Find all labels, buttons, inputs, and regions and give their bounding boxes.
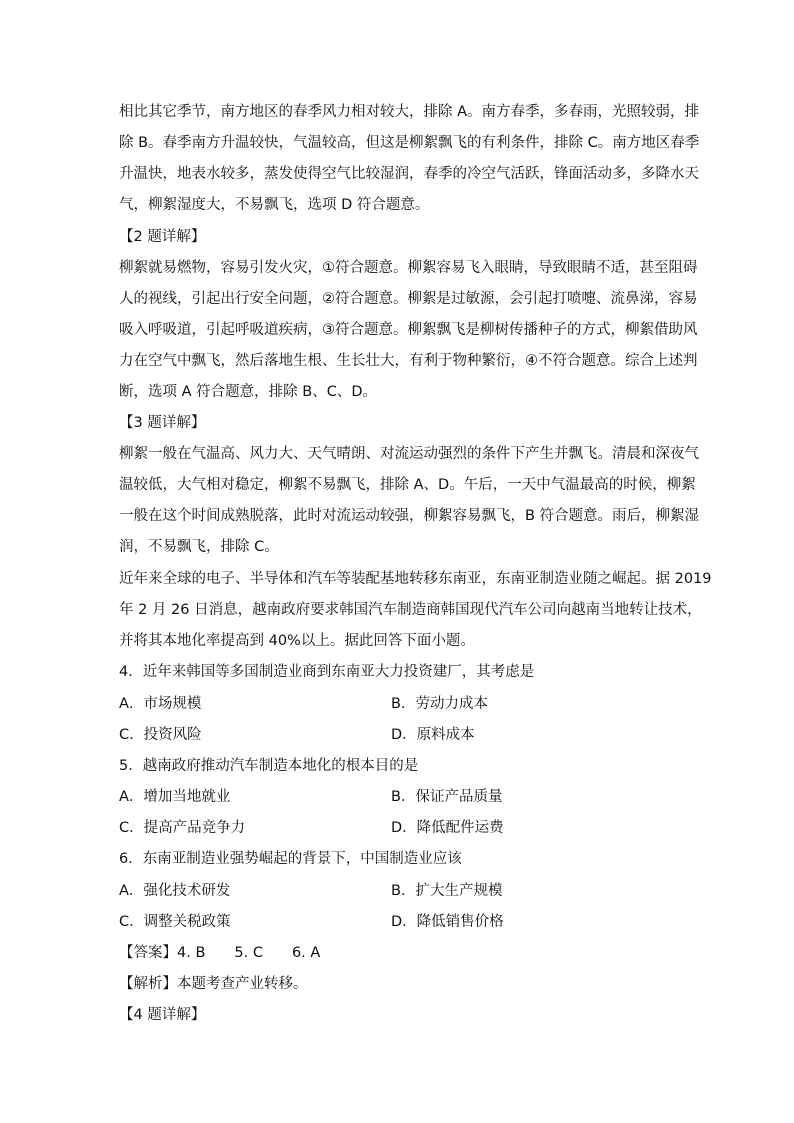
question-5-option-a: A．增加当地就业 [119,789,231,805]
paragraph-1-line-4: 气，柳絮湿度大，不易飘飞，选项 D 符合题意。 [119,197,430,213]
question-4-option-d: D．原料成本 [391,727,475,743]
analysis-line: 【解析】本题考查产业转移。 [119,976,308,992]
question-5-option-b: B．保证产品质量 [391,789,503,805]
paragraph-1-line-3: 升温快，地表水较多，蒸发使得空气比较湿润，春季的冷空气活跃，锋面活动多，多降水天 [119,166,699,182]
heading-question-3: 【3 题详解】 [119,415,206,431]
question-4-stem: 4．近年来韩国等多国制造业商到东南亚大力投资建厂，其考虑是 [119,664,535,680]
paragraph-3-line-4: 润，不易飘飞，排除 C。 [119,539,279,555]
paragraph-2-line-2: 人的视线，引起出行安全问题，②符合题意。柳絮是过敏源，会引起打喷嚏、流鼻涕，容易 [119,291,698,307]
question-4-option-b: B．劳动力成本 [391,696,488,712]
paragraph-1-line-2: 除 B。春季南方升温较快，气温较高，但这是柳絮飘飞的有利条件，排除 C。南方地区春季 [119,135,700,151]
answer-line: 【答案】4. B 5. C 6. A [119,945,321,961]
question-5-option-d: D．降低配件运费 [391,820,504,836]
question-6-option-d: D．降低销售价格 [391,914,504,930]
paragraph-1-line-1: 相比其它季节，南方地区的春季风力相对较大，排除 A。南方春季，多春雨，光照较弱，排 [119,104,700,120]
paragraph-2-line-3: 吸入呼吸道，引起呼吸道疾病，③符合题意。柳絮飘飞是柳树传播种子的方式，柳絮借助风 [119,322,698,338]
question-4-option-c: C．投资风险 [119,727,202,743]
heading-question-4: 【4 题详解】 [119,1007,206,1023]
material-line-2: 年 2 月 26 日消息，越南政府要求韩国汽车制造商韩国现代汽车公司向越南当地转让技术， [119,602,702,618]
material-line-3: 并将其本地化率提高到 40%以上。据此回答下面小题。 [119,633,475,649]
paragraph-2-line-5: 断，选项 A 符合题意，排除 B、C、D。 [119,384,377,400]
question-6-stem: 6．东南亚制造业强势崛起的背景下，中国制造业应该 [119,851,462,867]
question-5-option-c: C．提高产品竞争力 [119,820,246,836]
question-6-option-a: A．强化技术研发 [119,883,231,899]
paragraph-3-line-3: 一般在这个时间成熟脱落，此时对流运动较强，柳絮容易飘飞，B 符合题意。雨后，柳絮湿 [119,508,700,524]
question-4-option-a: A．市场规模 [119,696,202,712]
question-6-option-b: B．扩大生产规模 [391,883,503,899]
paragraph-3-line-2: 温较低，大气相对稳定，柳絮不易飘飞，排除 A、D。午后，一天中气温最高的时候，柳絮 [119,477,696,493]
material-line-1: 近年来全球的电子、半导体和汽车等装配基地转移东南亚，东南亚制造业随之崛起。据 2019 [119,571,712,587]
paragraph-2-line-4: 力在空气中飘飞，然后落地生根、生长壮大，有利于物种繁衍，④不符合题意。综合上述判 [119,353,698,369]
paragraph-3-line-1: 柳絮一般在气温高、风力大、天气晴朗、对流运动强烈的条件下产生并飘飞。清晨和深夜气 [119,446,699,462]
question-6-option-c: C．调整关税政策 [119,914,231,930]
question-5-stem: 5．越南政府推动汽车制造本地化的根本目的是 [119,758,419,774]
heading-question-2: 【2 题详解】 [119,229,206,245]
paragraph-2-line-1: 柳絮就易燃物，容易引发火灾，①符合题意。柳絮容易飞入眼睛，导致眼睛不适，甚至阻碍 [119,260,698,276]
